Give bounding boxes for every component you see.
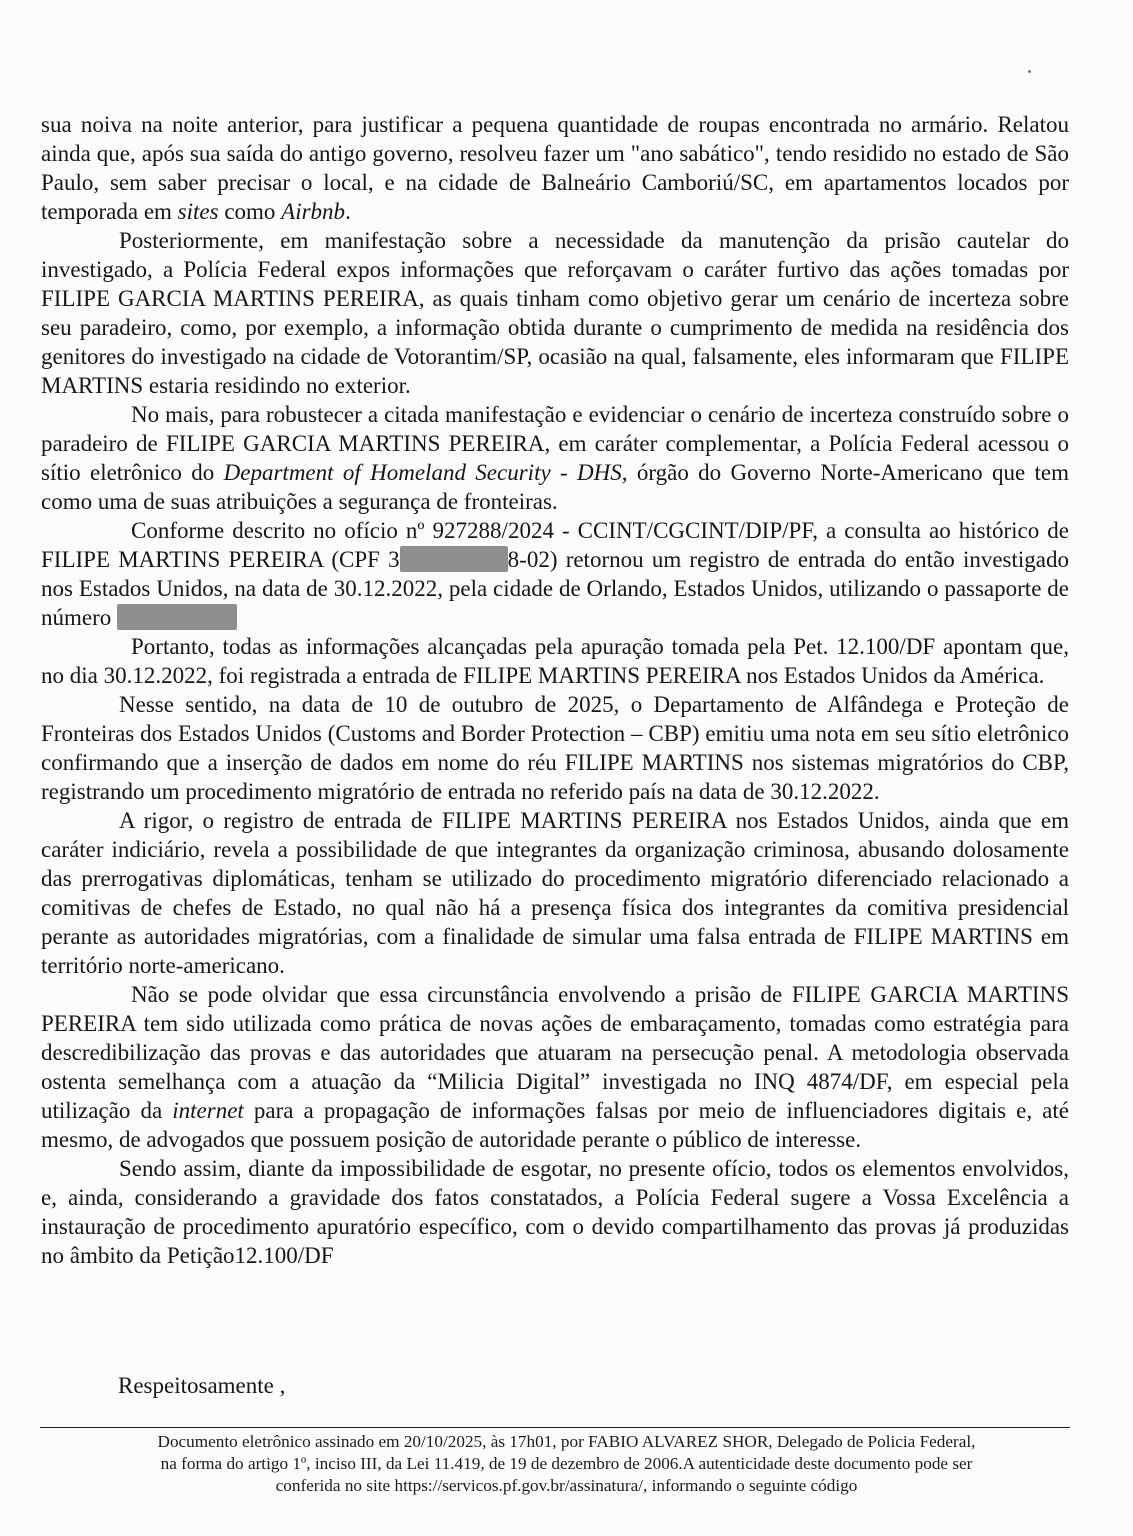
footer-line: na forma do artigo 1º, inciso III, da Lei 11.419, de 19 de dezembro de 2006.A autenticidade deste documento pode ser — [160, 1454, 973, 1473]
paragraph-8 — [41, 980, 1069, 1154]
paragraph-1 — [41, 110, 1069, 226]
footer-line: conferida no site https://servicos.pf.gov.br/assinatura/, informando o seguinte código — [275, 1476, 858, 1495]
italic-text-run: sites — [177, 199, 219, 224]
footer-divider — [40, 1427, 1070, 1428]
text-run: Nesse sentido, na data de 10 de outubro de 2025, o Departamento de Alfândega e Proteção de Fronteiras dos Estados Unidos (Customs and Border Protection – CBP) emitiu uma nota em seu sítio eletrônico confirmando que a inserção de dados em nome do réu FILIPE MARTINS nos sistemas migratórios do CBP, registrando um procedimento migratório de entrada no referido país na data de 30.12.2022. — [41, 692, 1069, 804]
paragraph-4 — [41, 516, 1069, 632]
closing-salutation: Respeitosamente , — [118, 1373, 286, 1398]
text-run: 8-02) retornou um registro de entrada do então investigado nos Estados Unidos, na data de 30.12.2022, pela cidade de Orlando, Estados Unidos, utilizando o passaporte de número — [41, 547, 1069, 630]
redaction-box — [400, 546, 508, 572]
text-run: A rigor, o registro de entrada de FILIPE MARTINS PEREIRA nos Estados Unidos, ainda que em caráter indiciário, revela a possibilidade de que integrantes da organização criminosa, abusando dolosamente das prerrogativas diplomáticas, tenham se utilizado do procedimento migratório diferenciado relacionado a comitivas de chefes de Estado, no qual não há a presença física dos integrantes da comitiva presidencial perante as autoridades migratórias, com a finalidade de simular uma falsa entrada de FILIPE MARTINS em território norte-americano. — [41, 808, 1069, 978]
text-run: Posteriormente, em manifestação sobre a necessidade da manutenção da prisão cautelar do investigado, a Polícia Federal expos informações que reforçavam o caráter furtivo das ações tomadas por FILIPE GARCIA MARTINS PEREIRA, as quais tinham como objetivo gerar um cenário de incerteza sobre seu paradeiro, como, por exemplo, a informação obtida durante o cumprimento de medida na residência dos genitores do investigado na cidade de Votorantim/SP, ocasião na qual, falsamente, eles informaram que FILIPE MARTINS estaria residindo no exterior. — [41, 228, 1069, 398]
footer-line: Documento eletrônico assinado em 20/10/2025, às 17h01, por FABIO ALVAREZ SHOR, Delegado de Policia Federal, — [157, 1432, 976, 1451]
paragraph-7 — [41, 806, 1069, 980]
text-run: Conforme descrito no ofício nº 927288/2024 - CCINT/CGCINT/DIP/PF, a consulta ao histórico de FILIPE MARTINS PEREIRA (CPF 3 — [41, 518, 1069, 572]
text-run: como — [218, 199, 282, 224]
text-run: Não se pode olvidar que essa circunstância envolvendo a prisão de FILIPE GARCIA MARTINS PEREIRA tem sido utilizada como prática de novas ações de embaraçamento, tomadas como estratégia para descredibilização das provas e das autoridades que atuaram na persecução penal. A metodologia observada ostenta semelhança com a atuação da “Milicia Digital” investigada no INQ 4874/DF, em especial pela utilização da — [41, 982, 1069, 1123]
paragraph-9 — [41, 1154, 1069, 1270]
text-run: Portanto, todas as informações alcançadas pela apuração tomada pela Pet. 12.100/DF apontam que, no dia 30.12.2022, foi registrada a entrada de FILIPE MARTINS PEREIRA nos Estados Unidos da América. — [41, 634, 1069, 688]
signature-footer — [20, 1431, 1113, 1497]
paragraph-2 — [41, 226, 1069, 400]
text-run: sua noiva na noite anterior, para justificar a pequena quantidade de roupas encontrada no armário. Relatou ainda que, após sua saída do antigo governo, resolveu fazer um "ano sabático", tendo residido no estado de São Paulo, sem saber precisar o local, e na cidade de Balneário Camboriú/SC, em apartamentos locados por temporada em — [41, 112, 1069, 224]
text-run: , órgão do Governo Norte-Americano que tem como uma de suas atribuições a segurança de fronteiras. — [41, 460, 1069, 514]
text-run: para a propagação de informações falsas por meio de influenciadores digitais e, até mesmo, de advogados que possuem posição de autoridade perante o público de interesse. — [41, 1098, 1069, 1152]
scan-speck — [1028, 70, 1031, 73]
paragraph-5 — [41, 632, 1069, 690]
text-run: . — [345, 199, 351, 224]
italic-text-run: internet — [172, 1098, 244, 1123]
redaction-box — [117, 604, 237, 630]
text-run: Sendo assim, diante da impossibilidade de esgotar, no presente ofício, todos os elementos envolvidos, e, ainda, considerando a gravidade dos fatos constatados, a Polícia Federal sugere a Vossa Excelência a instauração de procedimento apuratório específico, com o devido compartilhamento das provas já produzidas no âmbito da Petição12.100/DF — [41, 1156, 1069, 1268]
text-run: No mais, para robustecer a citada manifestação e evidenciar o cenário de incerteza construído sobre o paradeiro de FILIPE GARCIA MARTINS PEREIRA, em caráter complementar, a Polícia Federal acessou o sítio eletrônico do — [41, 402, 1069, 485]
paragraph-3 — [41, 400, 1069, 516]
document-body — [41, 110, 1069, 1270]
italic-text-run: Airbnb — [281, 199, 346, 224]
paragraph-6 — [41, 690, 1069, 806]
italic-text-run: Department of Homeland Security - DHS — [223, 460, 622, 485]
